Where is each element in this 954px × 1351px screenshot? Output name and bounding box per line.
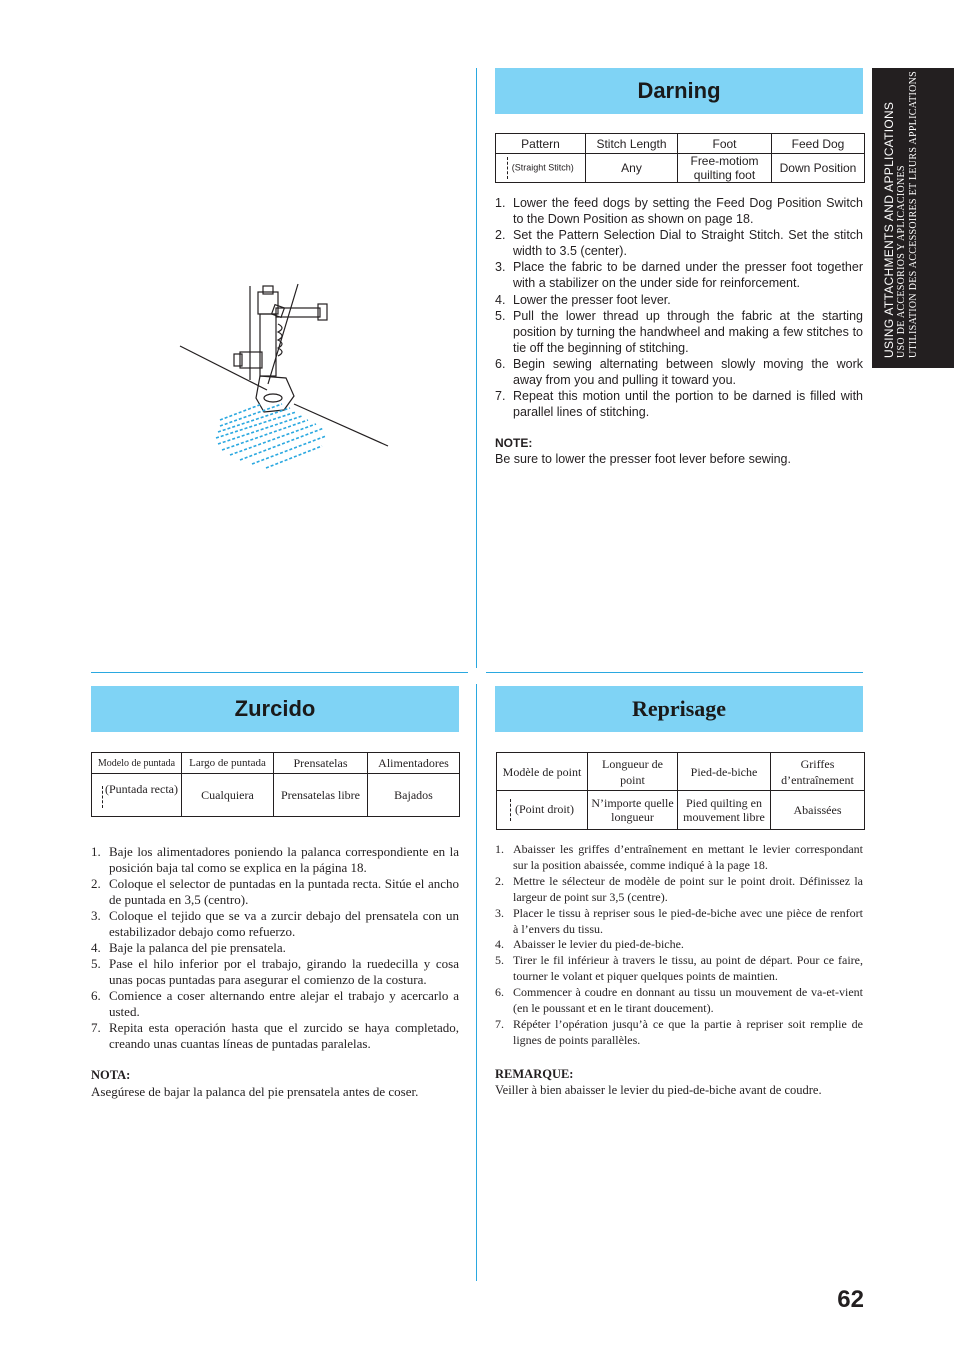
table-header-pattern: Pattern: [496, 134, 586, 154]
table-header-stitch-length: Stitch Length: [586, 134, 678, 154]
side-tab-spanish: USO DE ACCESORIOS Y APLICACIONES: [896, 165, 907, 358]
table-cell-modelo: [92, 774, 182, 817]
list-item: 2. Mettre le sélecteur de modèle de point sur le point droit. Définissez la largeur de point sur 3,5 (centre).: [495, 873, 863, 904]
list-item: 6. Comience a coser alternando entre alejar el trabajo y acercarlo a usted.: [91, 988, 459, 1019]
table-header-modelo: Modelo de puntada: [92, 753, 182, 774]
table-header-foot: Foot: [678, 134, 772, 154]
list-item: 4. Abaisser le levier du pied-de-biche.: [495, 937, 684, 952]
darning-title: Darning: [495, 68, 863, 114]
reprisage-note-heading: REMARQUE:: [495, 1067, 574, 1081]
table-cell-prensatelas: Prensatelas libre: [274, 774, 368, 817]
list-item: 1. Abaisser les griffes d’entraînement en mettant le levier correspondant sur la position abaissée, comme indiqué à la page 18.: [495, 842, 863, 872]
darning-note-heading: NOTE:: [495, 436, 533, 450]
list-item: 5. Pull the lower thread up through the fabric at the starting position by turning the handwheel and making a few stitches to tie off the beginning of stitching.: [495, 308, 863, 355]
zurcido-steps: [91, 844, 459, 1052]
table-header-griffes: Griffes d’entraînement: [771, 753, 865, 791]
darning-illustration: [170, 280, 400, 480]
table-cell-modele: [497, 791, 588, 830]
straight-stitch-icon: [507, 157, 509, 179]
side-tab-french: UTILISATION DES ACCESSOIRES ET LEURS APPLICATIONS: [908, 70, 919, 358]
list-item: 2. Set the Pattern Selection Dial to Straight Stitch. Set the stitch width to 3.5 (center).: [495, 228, 863, 259]
table-cell-pattern: [496, 154, 586, 183]
table-header-modele: Modèle de point: [497, 753, 588, 791]
section-divider-left: [91, 672, 468, 673]
table-cell-foot: Free-motiom quilting foot: [678, 154, 772, 183]
list-item: 4. Baje la palanca del pie prensatela.: [91, 940, 286, 955]
straight-stitch-icon: [510, 799, 512, 821]
zurcido-note-text: Asegúrese de bajar la palanca del pie prensatela antes de coser.: [91, 1084, 419, 1099]
darning-note-text: Be sure to lower the presser foot lever before sewing.: [495, 452, 791, 466]
reprisage-title: Reprisage: [495, 686, 863, 732]
table-cell-alimentadores: Bajados: [368, 774, 460, 817]
side-tab-english: USING ATTACHMENTS AND APPLICATIONS: [882, 101, 896, 358]
table-cell-griffes: Abaissées: [771, 791, 865, 830]
list-item: 6. Begin sewing alternating between slowly moving the work away from you and pulling it toward you.: [495, 356, 863, 388]
darning-steps: [495, 195, 863, 420]
list-item: 7. Repita esta operación hasta que el zurcido se haya completado, creando unas cuantas líneas de puntadas paralelas.: [91, 1020, 459, 1051]
list-item: 5. Pase el hilo inferior por el trabajo, girando la ruedecilla y cosa unas pocas puntadas para asegurar el comienzo de la costura.: [91, 956, 459, 987]
zurcido-title: Zurcido: [91, 686, 459, 732]
straight-stitch-icon: [102, 786, 104, 808]
table-header-alimentadores: Alimentadores: [368, 753, 460, 774]
list-item: 2. Coloque el selector de puntadas en la puntada recta. Sitúe el ancho de puntada en 3,5 (centro).: [91, 876, 459, 907]
section-divider-right: [486, 672, 863, 673]
list-item: 7. Répéter l’opération jusqu’à ce que la partie à repriser soit remplie de lignes de points parallèles.: [495, 1016, 863, 1047]
modelo-value: (Puntada recta): [105, 782, 178, 796]
table-header-feed-dog: Feed Dog: [772, 134, 865, 154]
darning-settings-table: [495, 133, 865, 183]
table-header-prensatelas: Prensatelas: [274, 753, 368, 774]
list-item: 3. Place the fabric to be darned under the presser foot together with a stabilizer on the under side for reinforcement.: [495, 260, 863, 291]
pattern-value: (Straight Stitch): [511, 162, 574, 173]
reprisage-steps: [495, 842, 863, 1049]
table-header-largo: Largo de puntada: [182, 753, 274, 774]
list-item: 3. Placer le tissu à repriser sous le pied-de-biche avec une pièce de renfort à l’envers du tissu.: [495, 905, 863, 936]
list-item: 7. Repeat this motion until the portion to be darned is filled with parallel lines of stitching.: [495, 389, 863, 420]
page-number: 62: [837, 1286, 864, 1313]
table-header-pied: Pied-de-biche: [678, 753, 771, 791]
column-divider-top: [476, 68, 477, 668]
reprisage-note-text: Veiller à bien abaisser le levier du pied-de-biche avant de coudre.: [495, 1083, 822, 1097]
table-cell-stitch-length: Any: [586, 154, 678, 183]
table-cell-feed-dog: Down Position: [772, 154, 865, 183]
reprisage-settings-table: [496, 752, 865, 830]
zurcido-note-heading: NOTA:: [91, 1068, 131, 1082]
column-divider-bottom: [476, 684, 477, 1281]
list-item: 4. Lower the presser foot lever.: [495, 292, 671, 307]
zurcido-settings-table: [91, 752, 460, 817]
modele-value: (Point droit): [515, 801, 574, 816]
table-cell-longueur: N’importe quelle longueur: [588, 791, 678, 830]
table-cell-pied: Pied quilting en mouvement libre: [678, 791, 771, 830]
list-item: 6. Commencer à coudre en donnant au tissu un mouvement de va-et-vient (en le poussant et en le tirant doucement).: [495, 985, 863, 1016]
chapter-side-tab: [872, 68, 954, 368]
table-header-longueur: Longueur de point: [588, 753, 678, 791]
list-item: 1. Lower the feed dogs by setting the Feed Dog Position Switch to the Down Position as shown on page 18.: [495, 196, 863, 227]
list-item: 3. Coloque el tejido que se va a zurcir debajo del prensatela con un estabilizador debajo como refuerzo.: [91, 908, 459, 939]
list-item: 5. Tirer le fil inférieur à travers le tissu, au point de départ. Pour ce faire, tourner le volant et piquer quelques points de maintien.: [495, 953, 863, 984]
list-item: 1. Baje los alimentadores poniendo la palanca correspondiente en la posición baja tal como se explica en la página 18.: [91, 844, 459, 875]
table-cell-largo: Cualquiera: [182, 774, 274, 817]
